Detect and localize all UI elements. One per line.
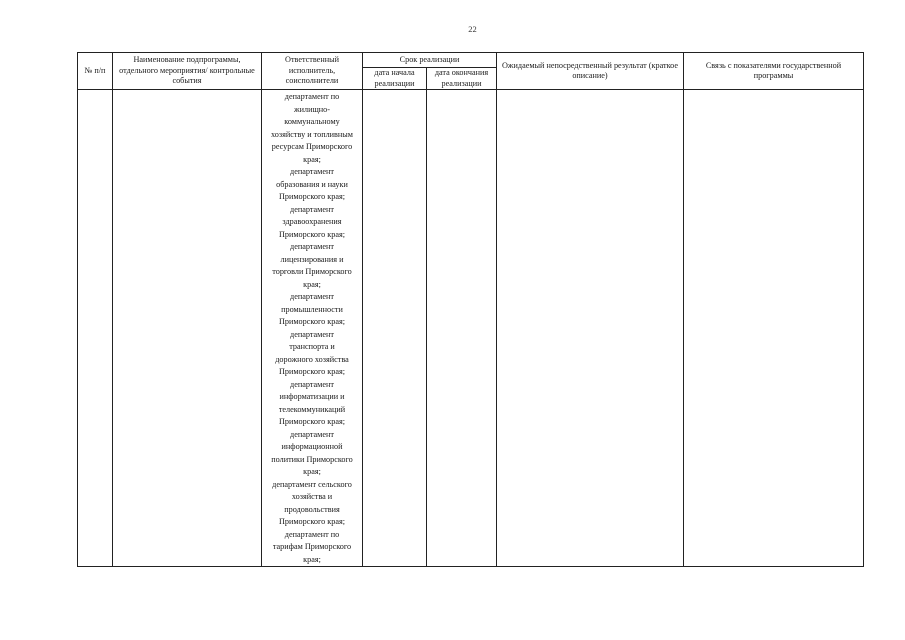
cell-result (497, 90, 684, 567)
executor-line: жилищно- (293, 104, 330, 114)
header-result: Ожидаемый непосредственный результат (краткое описание) (497, 53, 684, 90)
table-row (78, 90, 864, 567)
executor-line: департамент (290, 167, 334, 176)
executor-line: края; (303, 554, 321, 564)
executor-line: образования и науки (276, 179, 348, 189)
executor-line: департамент сельского (272, 479, 352, 489)
executor-line: тарифам Приморского (272, 542, 352, 551)
executor-line: края; (303, 279, 321, 289)
executor-line: Приморского края; (278, 367, 346, 376)
executor-line: промышленности (281, 304, 343, 314)
header-end: дата окончания реализации (427, 68, 497, 90)
header-term: Срок реализации (363, 53, 497, 68)
executor-line: политики Приморского (271, 454, 353, 464)
executor-line: коммунальному (284, 117, 340, 126)
header-link: Связь с показателями государственной программы (684, 53, 864, 90)
program-table (77, 52, 864, 567)
executor-line: информатизации и (279, 392, 345, 401)
cell-start (363, 90, 427, 567)
executor-line: транспорта и (289, 342, 335, 351)
executor-line: ресурсам Приморского (271, 142, 353, 151)
executor-line: торговли Приморского (272, 267, 352, 276)
cell-executors (262, 90, 363, 567)
header-name: Наименование подпрограммы, отдельного мероприятия/ контрольные события (113, 53, 262, 90)
executor-line: Приморского края; (278, 517, 346, 526)
table-header (78, 53, 864, 90)
executor-line: продовольствия (284, 504, 340, 514)
header-start: дата начала реализации (363, 68, 427, 90)
executor-line: департамент (290, 429, 334, 439)
executor-line: департамент (290, 329, 334, 339)
executor-line: департамент по (284, 92, 340, 101)
executor-line: края; (303, 154, 321, 164)
executor-line: лицензирования и (280, 254, 344, 264)
executor-line: хозяйству и топливным (271, 129, 353, 139)
executor-line: здравоохранения (282, 217, 342, 226)
executor-line: Приморского края; (278, 317, 346, 326)
executor-line: Приморского края; (278, 229, 346, 239)
cell-link (684, 90, 864, 567)
executor-line: края; (303, 467, 321, 476)
executor-line: департамент (290, 292, 334, 301)
cell-name (113, 90, 262, 567)
cell-num (78, 90, 113, 567)
executor-line: хозяйства и (291, 492, 333, 501)
executor-line: Приморского края; (278, 192, 346, 201)
executor-line: департамент по (284, 529, 340, 539)
executor-line: Приморского края; (278, 417, 346, 426)
executor-line: департамент (290, 204, 334, 214)
executor-line: информационной (281, 442, 343, 451)
executor-line: дорожного хозяйства (275, 354, 349, 364)
header-executor: Ответственный исполнитель, соисполнители (262, 53, 363, 90)
executor-line: департамент (290, 242, 334, 251)
header-num: № п/п (78, 53, 113, 90)
executor-line: департамент (290, 379, 334, 389)
executor-line: телекоммуникаций (278, 404, 346, 414)
page-number: 22 (468, 24, 477, 34)
cell-end (427, 90, 497, 567)
